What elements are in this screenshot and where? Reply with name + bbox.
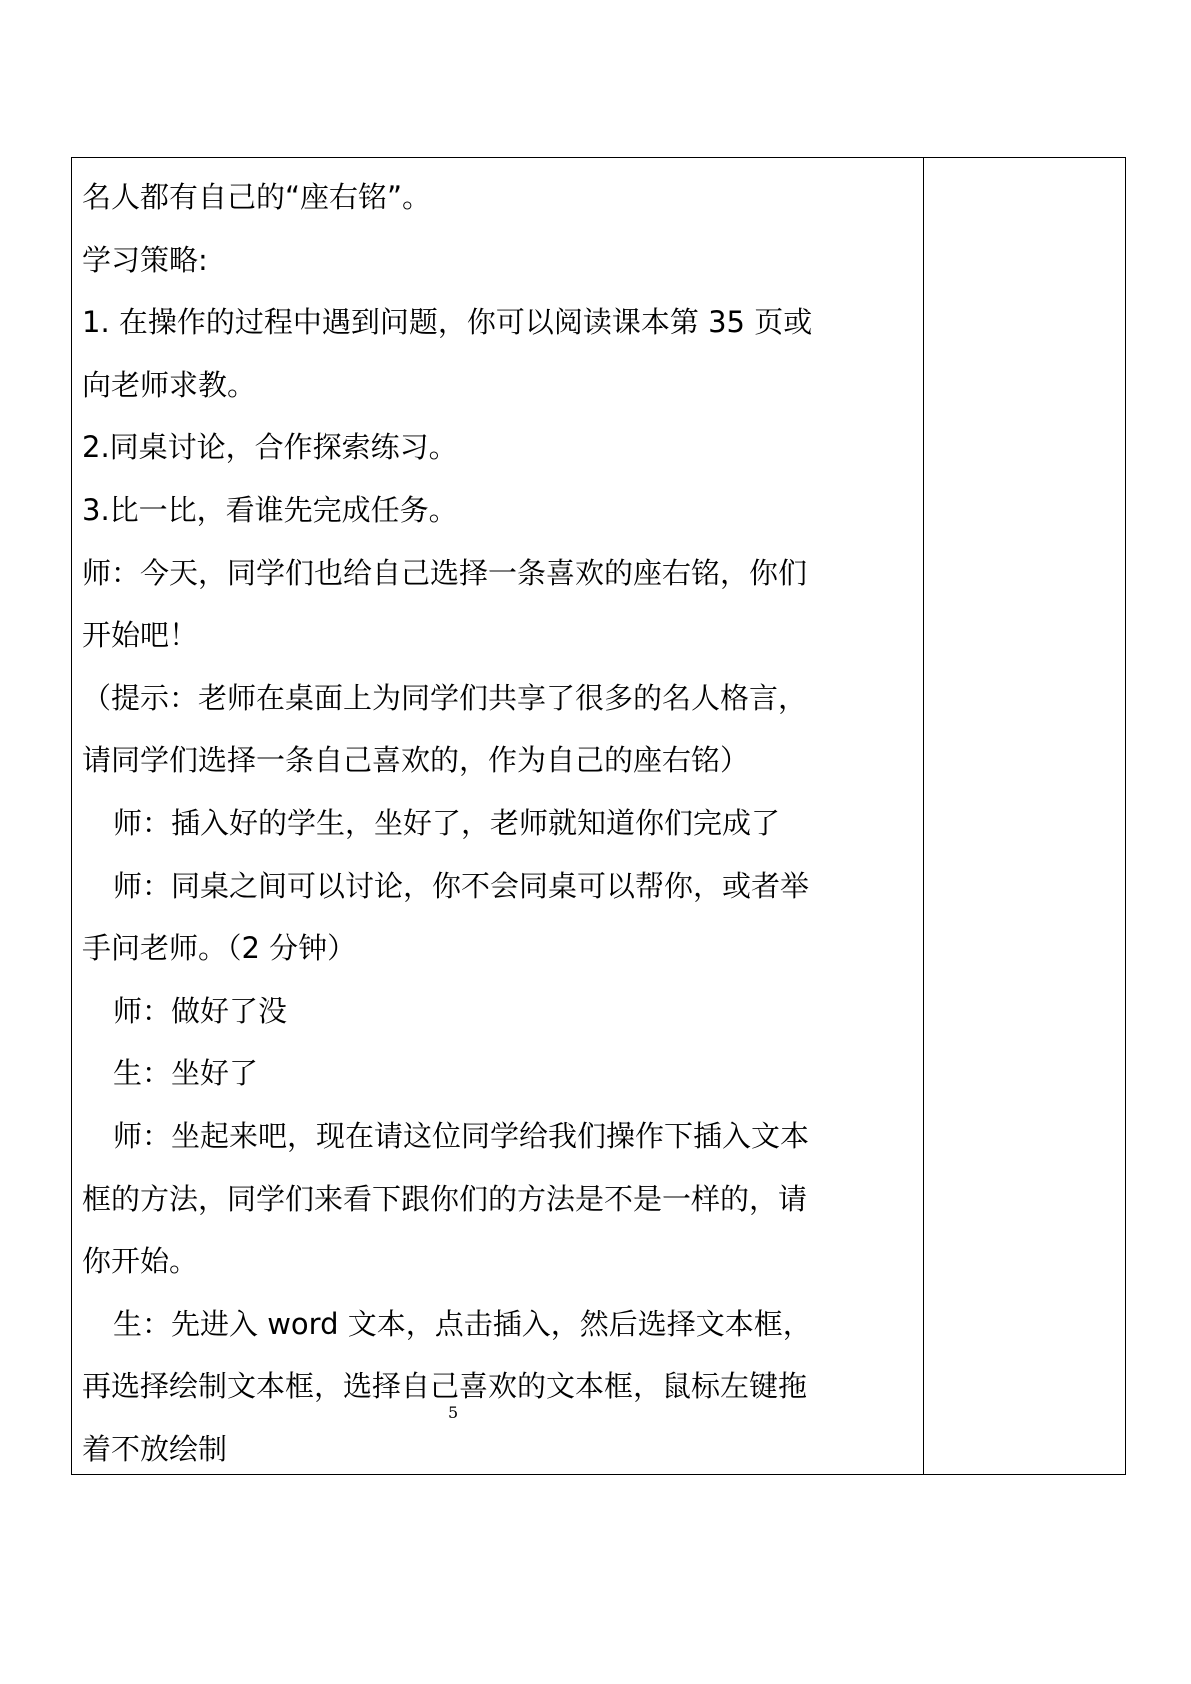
text-line: 师：今天，同学们也给自己选择一条喜欢的座右铭，你们 (82, 555, 808, 590)
text-line: 向老师求教。 (82, 367, 257, 402)
text-line: 3.比一比，看谁先完成任务。 (82, 492, 458, 527)
text-line: 1. 在操作的过程中遇到问题，你可以阅读课本第 35 页或 (82, 305, 813, 340)
text-line: 开始吧！ (82, 618, 199, 653)
text-line: 学习策略: (82, 242, 208, 277)
text-line: 生：先进入 word 文本，点击插入，然后选择文本框， (113, 1306, 812, 1341)
text-line: 生：坐好了 (113, 1056, 259, 1091)
lesson-table (71, 157, 1126, 1475)
page-number: 5 (448, 1403, 459, 1422)
notes-cell (924, 158, 1125, 1474)
text-line: 手问老师。（2 分钟） (82, 931, 357, 966)
text-line: 着不放绘制 (82, 1431, 228, 1466)
text-line: 你开始。 (82, 1244, 199, 1279)
text-line: 师：同桌之间可以讨论，你不会同桌可以帮你，或者举 (113, 868, 810, 903)
lesson-content-cell (72, 158, 924, 1474)
text-line: 师：坐起来吧，现在请这位同学给我们操作下插入文本 (113, 1118, 810, 1153)
text-line: 2.同桌讨论，合作探索练习。 (82, 430, 458, 465)
text-line: 师：插入好的学生，坐好了，老师就知道你们完成了 (113, 805, 781, 840)
text-line: 名人都有自己的“座右铭”。 (82, 180, 432, 214)
text-line: 请同学们选择一条自己喜欢的，作为自己的座右铭） (82, 743, 750, 778)
text-line: 师：做好了没 (113, 993, 288, 1028)
text-line: 框的方法，同学们来看下跟你们的方法是不是一样的，请 (82, 1181, 808, 1216)
text-line: （提示：老师在桌面上为同学们共享了很多的名人格言， (82, 680, 808, 715)
text-line: 再选择绘制文本框，选择自己喜欢的文本框，鼠标左键拖 (82, 1369, 808, 1404)
